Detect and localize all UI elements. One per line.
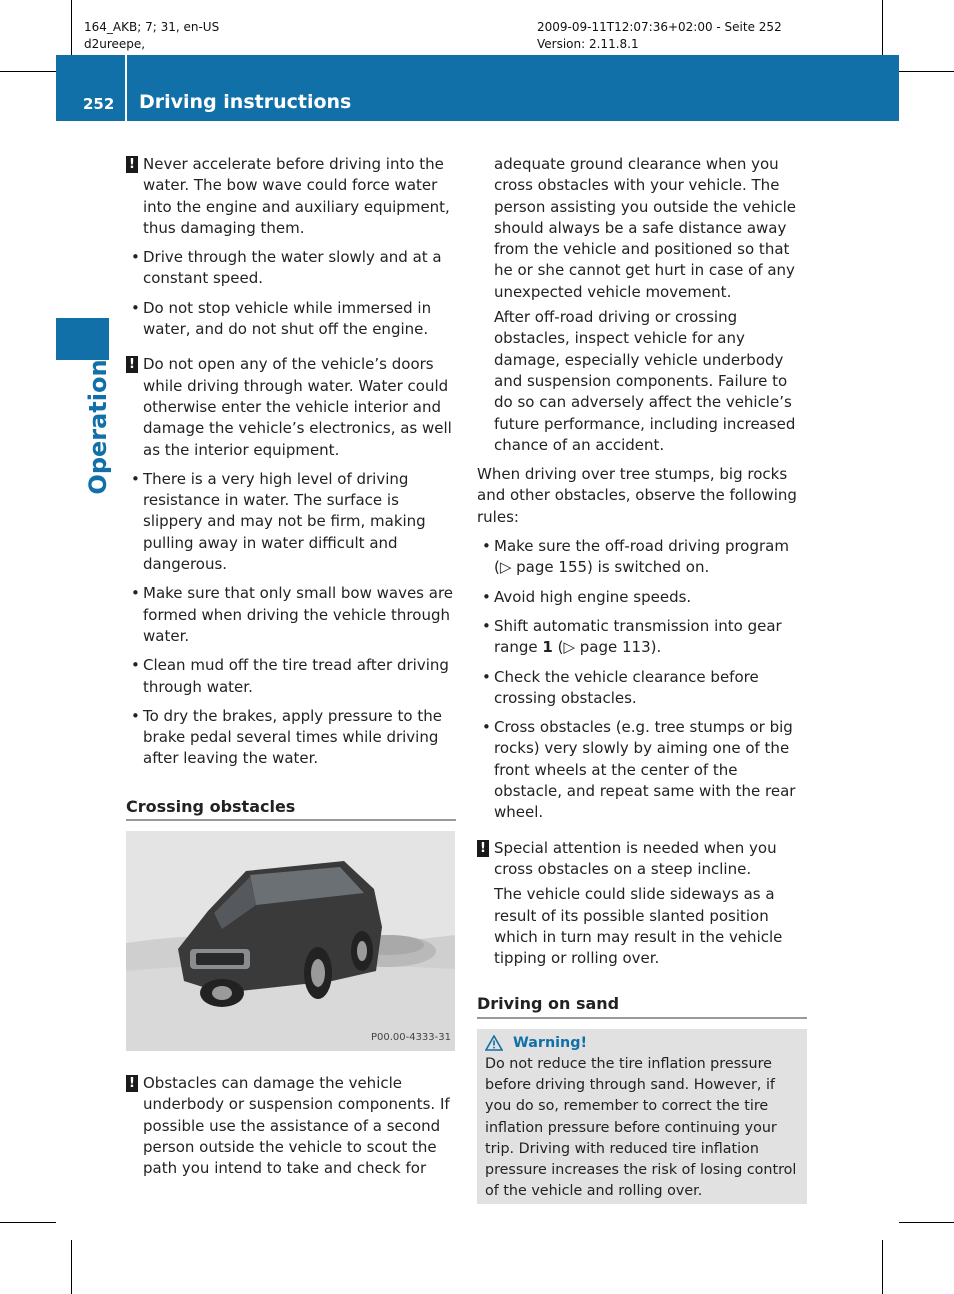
- note-text: Do not open any of the vehicle’s doors while driving through water. Water could otherwise enter the vehicle interior and damage the vehicle’s electronics, as well as the interior equipment.: [143, 355, 452, 459]
- warning-text: Do not reduce the tire inflation pressure before driving through sand. However, if you do so, remember to correct the tire inflation pressure before continuing your trip. Driving with reduced tire inflation pressure increases the risk of losing control of the vehicle and rolling over.: [485, 1055, 797, 1200]
- right-column: [477, 154, 807, 1204]
- section-side-label: Operation: [84, 359, 112, 495]
- note-text: Obstacles can damage the vehicle underbody or suspension components. If possible use the assistance of a second person outside the vehicle to scout the path you intend to take and check for: [143, 1074, 450, 1178]
- page-reference: ▷ page 113: [563, 638, 651, 657]
- list-item: • Do not stop vehicle while immersed in water, and do not shut off the engine.: [131, 298, 432, 339]
- note: [126, 154, 456, 239]
- section-heading-crossing-obstacles: Crossing obstacles: [126, 796, 456, 821]
- paragraph: The vehicle could slide sideways as a result of its possible slanted position which in turn may result in the vehicle tipping or rolling over.: [494, 885, 783, 968]
- exclamation-icon: !: [126, 356, 138, 373]
- warning-box: [477, 1029, 807, 1205]
- crop-mark: [71, 0, 72, 56]
- suv-crossing-obstacle-image: [126, 831, 455, 1051]
- list-item-text: Drive through the water slowly and at a constant speed.: [143, 248, 442, 288]
- list-item: • Avoid high engine speeds.: [482, 587, 692, 606]
- section-heading-driving-on-sand: Driving on sand: [477, 993, 807, 1018]
- note: [126, 1073, 456, 1179]
- list-item-text: Make sure that only small bow waves are formed when driving the vehicle through water.: [143, 584, 454, 645]
- paragraph: After off-road driving or crossing obstacles, inspect vehicle for any damage, especially vehicle underbody and suspension components. Failure to do so can adversely affect the vehicle’s future performance, including increased chance of an accident.: [494, 308, 796, 454]
- list-item-text: ).: [650, 638, 662, 657]
- gear-range-value: 1: [542, 638, 553, 657]
- paragraph: When driving over tree stumps, big rocks and other obstacles, observe the following rules:: [477, 465, 797, 526]
- list-item-text: ) is switched on.: [587, 558, 710, 577]
- warning-title-row: [485, 1033, 799, 1054]
- note-text: Never accelerate before driving into the water. The bow wave could force water into the engine and auxiliary equipment, thus damaging them.: [143, 155, 450, 237]
- list-item-text: (: [552, 638, 564, 657]
- list-item: • There is a very high level of driving resistance in water. The surface is slippery and may not be firm, making pulling away in water difficult and dangerous.: [131, 469, 426, 574]
- warning-title: Warning!: [513, 1034, 587, 1051]
- list-item: • Cross obstacles (e.g. tree stumps or big rocks) very slowly by aiming one of the front wheels at the center of the obstacle, and repeat same with the rear wheel.: [482, 718, 796, 822]
- list-item-text: There is a very high level of driving resistance in water. The surface is slippery and may not be firm, making pulling away in water difficult and dangerous.: [143, 469, 426, 574]
- list-item: • Make sure the off-road driving program (▷ page 155) is switched on.: [482, 537, 789, 577]
- page-title: Driving instructions: [139, 91, 352, 113]
- crop-mark: [882, 1240, 883, 1294]
- list-item: • Make sure that only small bow waves are formed when driving the vehicle through water.: [131, 584, 454, 645]
- crop-mark: [71, 1240, 72, 1294]
- paragraph: adequate ground clearance when you cross obstacles with your vehicle. The person assisting you outside the vehicle should always be a safe distance away from the vehicle and positioned so that he or she cannot get hurt in case of any unexpected vehicle movement.: [494, 155, 797, 301]
- print-meta-left: [84, 19, 219, 53]
- figure-code: P00.00-4333-31: [370, 1031, 451, 1043]
- vehicle-illustration: [126, 831, 455, 1051]
- side-tab-marker: [56, 318, 109, 360]
- list-item: • Check the vehicle clearance before crossing obstacles.: [482, 667, 759, 707]
- crop-mark: [899, 1222, 954, 1223]
- list-item-text: Check the vehicle clearance before crossing obstacles.: [494, 667, 759, 707]
- print-meta-right: [537, 19, 782, 53]
- warning-triangle-icon: [485, 1035, 503, 1051]
- exclamation-icon: !: [126, 156, 138, 173]
- list-item: • Drive through the water slowly and at a constant speed.: [131, 248, 442, 288]
- note-text: Special attention is needed when you cross obstacles on a steep incline.: [494, 838, 777, 878]
- crop-mark: [0, 71, 56, 72]
- list-item-text: Cross obstacles (e.g. tree stumps or big rocks) very slowly by aiming one of the front wheels at the center of the obstacle, and repeat same with the rear wheel.: [494, 718, 796, 822]
- print-meta-left-line2: d2ureepe,: [84, 37, 146, 51]
- crop-mark: [882, 0, 883, 56]
- list-item: • Clean mud off the tire tread after driving through water.: [131, 656, 449, 696]
- list-item-text: Avoid high engine speeds.: [494, 587, 692, 606]
- list-item-text: Make sure the off-road driving program (: [494, 537, 789, 577]
- list-item: • Shift automatic transmission into gear range 1 (▷ page 113).: [482, 616, 782, 657]
- list-item-text: Do not stop vehicle while immersed in water, and do not shut off the engine.: [143, 298, 432, 339]
- note: [126, 354, 456, 460]
- page-reference: ▷ page 155: [499, 558, 588, 577]
- list-item-text: To dry the brakes, apply pressure to the brake pedal several times while driving after leaving the water.: [143, 706, 442, 768]
- print-meta-left-line1: 164_AKB; 7; 31, en-US: [84, 20, 220, 34]
- print-meta-right-line1: 2009-09-11T12:07:36+02:00 - Seite 252: [537, 20, 782, 34]
- list-item-text: Shift automatic transmission into gear range: [494, 616, 782, 657]
- exclamation-icon: !: [477, 840, 489, 857]
- exclamation-icon: !: [126, 1075, 138, 1092]
- list-item: • To dry the brakes, apply pressure to the brake pedal several times while driving after leaving the water.: [131, 706, 442, 768]
- header-divider: [125, 55, 127, 121]
- crop-mark: [899, 71, 954, 72]
- list-item-text: Clean mud off the tire tread after driving through water.: [143, 656, 449, 696]
- left-column: [126, 154, 456, 1188]
- page-number: 252: [83, 95, 115, 113]
- print-meta-right-line2: Version: 2.11.8.1: [537, 37, 639, 51]
- note: [477, 838, 807, 881]
- crop-mark: [0, 1222, 56, 1223]
